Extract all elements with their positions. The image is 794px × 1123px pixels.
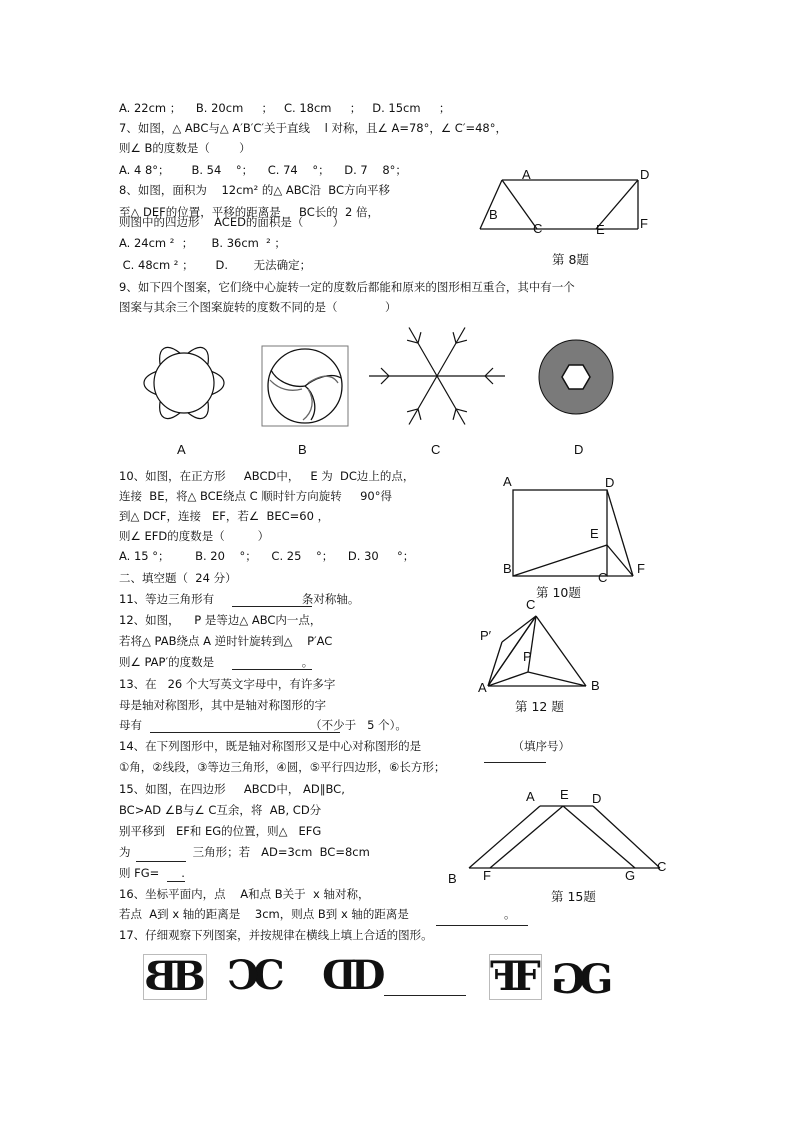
fig10-label-d: D <box>605 475 615 490</box>
fig8-label-a: A <box>522 167 531 182</box>
text-line: 则∠ B的度数是（ ） <box>119 141 251 155</box>
fig12-label-b: B <box>591 678 600 693</box>
text-line: A. 22cm ； B. 20cm ； C. 18cm ； D. 15cm ； <box>119 101 451 115</box>
fig12-label-c: C <box>526 597 536 612</box>
answer-blank-q17[interactable] <box>384 995 466 996</box>
text-line: A. 24cm ² ； B. 36cm ² ； <box>119 236 286 250</box>
fig15-label-g: G <box>625 868 636 883</box>
mirrored-glyph-right: F <box>512 953 541 1000</box>
mirrored-glyph-right: B <box>171 953 206 1000</box>
segment-BE <box>513 545 607 576</box>
answer-blank-q14[interactable] <box>484 762 546 763</box>
text-line: 则图中的四边形 ACED的面积是（ ） <box>119 215 345 229</box>
fig10-label-e: E <box>590 526 599 541</box>
answer-blank-q15-shape[interactable] <box>136 861 186 862</box>
text-line: 13、在 26 个大写英文字母中，有许多字 <box>119 677 336 691</box>
text-line: 17、仔细观察下列图案，并按规律在横线上填上合适的图形。 <box>119 928 433 942</box>
mirrored-glyph-right: G <box>579 956 614 1003</box>
fig15-label-d: D <box>592 791 602 806</box>
text-line: 母有 （不少于 5 个）。 <box>119 718 407 732</box>
fig8-label-f: F <box>640 216 648 231</box>
mirrored-glyph-left: C <box>227 952 259 999</box>
fig8-caption: 第 8题 <box>552 252 589 267</box>
text-line: 则 FG= . <box>119 866 185 880</box>
text-line: 图案与其余三个图案旋转的度数不同的是（ ） <box>119 300 397 314</box>
fig9-label-b: B <box>298 442 307 457</box>
answer-blank-q16[interactable] <box>436 925 528 926</box>
figure-9a-flower <box>139 338 229 428</box>
fig15-label-c: C <box>657 859 667 874</box>
text-line: 至△ DEF的位置，平移的距离是 BC长的 2 倍， <box>119 205 380 219</box>
figure-9d-hexagon-ring <box>538 339 618 419</box>
fig8-label-d: D <box>640 167 650 182</box>
text-line: 到△ DCF，连接 EF，若∠ BEC=60 ， <box>119 509 330 523</box>
mirrored-glyph-right: C <box>252 952 285 999</box>
fig8-label-b: B <box>489 207 498 222</box>
mirrored-glyph-left: D <box>322 952 357 999</box>
fig12-caption: 第 12 题 <box>515 699 564 714</box>
segment-DF <box>607 490 633 576</box>
figure-8 <box>480 160 680 260</box>
fig10-caption: 第 10题 <box>536 585 581 600</box>
fig15-label-a: A <box>526 789 535 804</box>
fig12-label-a: A <box>478 680 487 695</box>
text-line: 则∠ PAP′的度数是 。 <box>119 655 314 669</box>
fig10-label-f: F <box>637 561 645 576</box>
text-line: 若点 A到 x 轴的距离是 3cm，则点 B到 x 轴的距离是 。 <box>119 907 516 921</box>
figure-9c-snowflake <box>367 326 507 426</box>
figure-10 <box>505 485 645 585</box>
fig15-label-b: B <box>448 871 457 886</box>
answer-blank-q15-fg[interactable] <box>167 881 185 882</box>
text-line: A. 15 °； B. 20 °； C. 25 °； D. 30 °； <box>119 549 415 563</box>
text-line: A. 4 8°； B. 54 °； C. 74 °； D. 7 8°； <box>119 163 407 177</box>
mirrored-letter-1 <box>143 954 207 1000</box>
text-line: 连接 BE，将△ BCE绕点 C 顺时针方向旋转 90°得 <box>119 489 392 503</box>
answer-blank-q11[interactable] <box>232 606 312 607</box>
answer-blank-q12[interactable] <box>232 669 312 670</box>
fig8-label-c: C <box>533 221 543 236</box>
fig9-label-d: D <box>574 442 584 457</box>
text-line: 14、在下列图形中，既是轴对称图形又是中心对称图形的是 （填序号） <box>119 739 571 753</box>
fig15-label-e: E <box>560 787 569 802</box>
text-line: 别平移到 EF和 EG的位置，则△ EFG <box>119 824 322 838</box>
text-line: BC>AD ∠B与∠ C互余，将 AB, CD分 <box>119 803 322 817</box>
fig12-label-pprime: P′ <box>480 628 492 643</box>
fig10-label-c: C <box>598 570 608 585</box>
figure-15 <box>465 803 665 873</box>
fig15-label-f: F <box>483 868 491 883</box>
text-line: 11、等边三角形有 条对称轴。 <box>119 592 360 606</box>
text-line: 8、如图，面积为 12cm² 的△ ABC沿 BC方向平移 <box>119 183 390 197</box>
mirrored-letter-5 <box>551 958 613 1002</box>
text-line: 16、坐标平面内，点 A和点 B关于 x 轴对称， <box>119 887 370 901</box>
fig9-label-a: A <box>177 442 186 457</box>
text-line: 为 三角形；若 AD=3cm BC=8cm <box>119 845 370 859</box>
text-line: 则∠ EFD的度数是（ ） <box>119 529 270 543</box>
fig8-label-e: E <box>596 222 605 237</box>
fig15-caption: 第 15题 <box>551 889 596 904</box>
text-line: 若将△ PAB绕点 A 逆时针旋转到△ P′AC <box>119 634 333 648</box>
segment-EF <box>607 545 633 576</box>
fig10-label-b: B <box>503 561 512 576</box>
text-line: 10、如图，在正方形 ABCD中， E 为 DC边上的点， <box>119 469 415 483</box>
fig10-label-a: A <box>503 474 512 489</box>
text-line: 二、填空题（ 24 分） <box>119 571 237 585</box>
text-line: 7、如图，△ ABC与△ A′B′C′关于直线 l 对称，且∠ A=78°，∠ C′=48°， <box>119 121 507 135</box>
segment-AC <box>502 180 537 229</box>
mirrored-letter-2 <box>227 954 285 998</box>
text-line: C. 48cm ² ； D. 无法确定； <box>119 258 312 272</box>
text-line: 9、如下四个图案，它们绕中心旋转一定的度数后都能和原来的图形相互重合，其中有一个 <box>119 280 575 294</box>
text-line: 母是轴对称图形，其中是轴对称图形的字 <box>119 698 326 712</box>
mirrored-glyph-left: G <box>551 956 586 1003</box>
mirrored-letter-3 <box>322 954 385 998</box>
figure-9b-swirl <box>261 345 351 427</box>
mirrored-glyph-left: B <box>144 953 178 1000</box>
mirrored-glyph-right: D <box>350 952 386 999</box>
fig12-label-p: P <box>523 649 532 664</box>
text-line: 15、如图，在四边形 ABCD中， AD∥BC, <box>119 782 345 796</box>
mirrored-glyph-left: F <box>490 953 519 1000</box>
mirrored-letter-4 <box>489 954 542 1000</box>
text-line: 12、如图， P 是等边△ ABC内一点， <box>119 613 322 627</box>
figure-12 <box>484 612 594 692</box>
answer-blank-q13[interactable] <box>150 732 340 733</box>
text-line: ①角，②线段，③等边三角形，④圆，⑤平行四边形，⑥长方形； <box>119 760 446 774</box>
fig9-label-c: C <box>431 442 441 457</box>
